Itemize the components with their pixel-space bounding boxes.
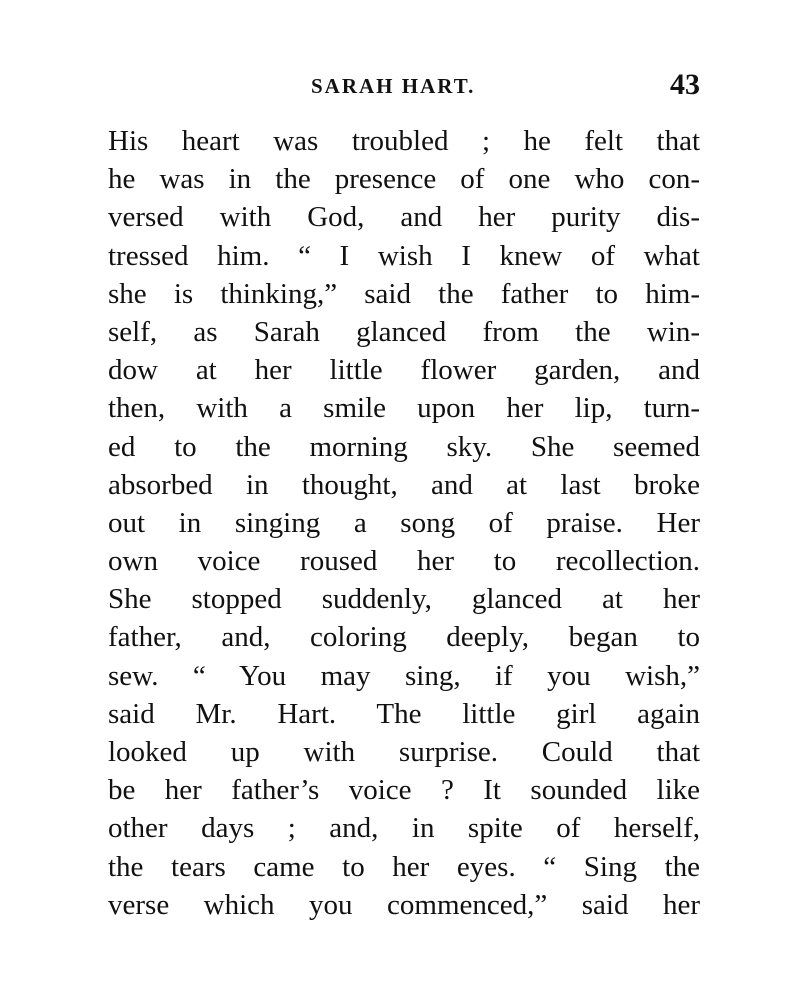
- text-line: he was in the presence of one who con-: [108, 163, 700, 196]
- text-line: sew. “ You may sing, if you wish,”: [108, 659, 700, 692]
- running-head: [110, 68, 700, 108]
- text-line: dow at her little flower garden, and: [108, 354, 700, 387]
- text-line: father, and, coloring deeply, began to: [108, 621, 700, 654]
- text-line: out in singing a song of praise. Her: [108, 506, 700, 539]
- text-line: His heart was troubled ; he felt that: [108, 125, 700, 157]
- text-line: She stopped suddenly, glanced at her: [108, 583, 700, 616]
- text-line: she is thinking,” said the father to him-: [108, 277, 700, 310]
- running-title: SARAH HART.: [311, 74, 476, 98]
- body-text: [108, 122, 700, 924]
- text-line: the tears came to her eyes. “ Sing the: [108, 850, 700, 883]
- page-number: 43: [670, 68, 700, 101]
- text-line: be her father’s voice ? It sounded like: [108, 774, 700, 807]
- text-line: ed to the morning sky. She seemed: [108, 430, 700, 463]
- text-line: other days ; and, in spite of herself,: [108, 812, 700, 845]
- text-line: said Mr. Hart. The little girl again: [108, 697, 700, 730]
- text-line: then, with a smile upon her lip, turn-: [108, 392, 700, 425]
- text-line: looked up with surprise. Could that: [108, 736, 700, 768]
- text-line: absorbed in thought, and at last broke: [108, 468, 700, 501]
- text-line: own voice roused her to recollection.: [108, 545, 700, 578]
- text-line: tressed him. “ I wish I knew of what: [108, 239, 700, 272]
- text-line: verse which you commenced,” said her: [108, 888, 700, 921]
- text-line: self, as Sarah glanced from the win-: [108, 315, 700, 348]
- text-line: versed with God, and her purity dis-: [108, 201, 700, 234]
